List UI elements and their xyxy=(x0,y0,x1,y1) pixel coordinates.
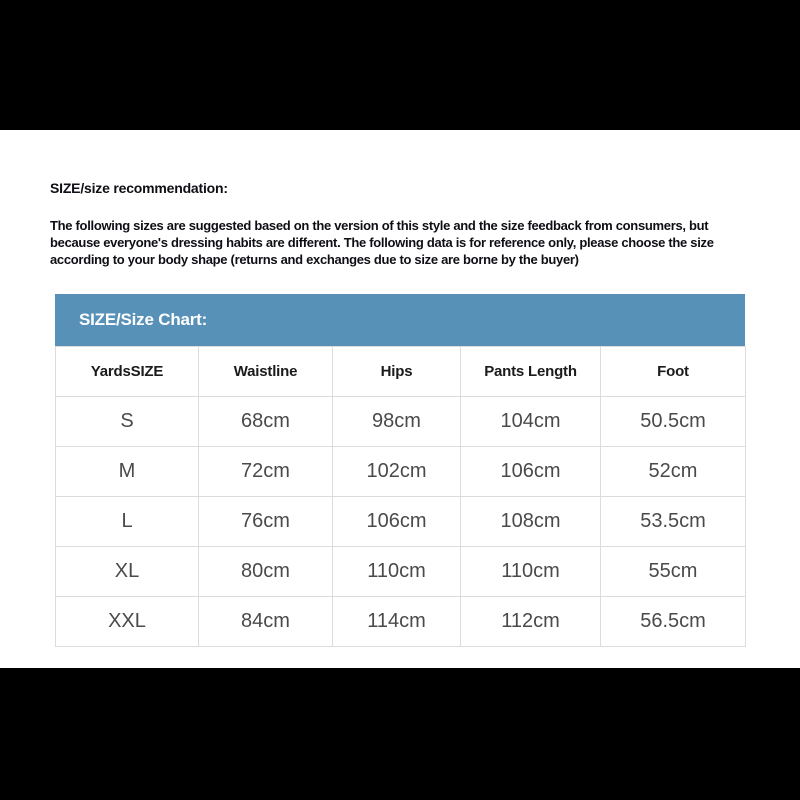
cell-pants-length: 104cm xyxy=(461,397,601,447)
cell-foot: 52cm xyxy=(601,447,746,497)
cell-pants-length: 110cm xyxy=(461,547,601,597)
cell-hips: 98cm xyxy=(333,397,461,447)
table-row-m xyxy=(56,447,746,497)
size-chart-title: SIZE/Size Chart: xyxy=(79,310,208,329)
column-header-size: YardsSIZE xyxy=(56,347,199,397)
size-chart-title-bar xyxy=(55,294,745,346)
cell-foot: 53.5cm xyxy=(601,497,746,547)
bottom-letterbox-bar xyxy=(0,668,800,800)
cell-size: XXL xyxy=(56,597,199,647)
cell-hips: 114cm xyxy=(333,597,461,647)
cell-waistline: 72cm xyxy=(199,447,333,497)
top-letterbox-bar xyxy=(0,0,800,130)
cell-hips: 102cm xyxy=(333,447,461,497)
cell-size: M xyxy=(56,447,199,497)
size-recommendation-text: The following sizes are suggested based on the version of this style and the size feedback from consumers, but because everyone's dressing habits are different. The following data is for reference only, please choose the size according to your body shape (returns and exchanges due to size are borne by the buyer) xyxy=(50,218,714,267)
cell-pants-length: 112cm xyxy=(461,597,601,647)
cell-size: L xyxy=(56,497,199,547)
size-chart xyxy=(55,294,745,647)
table-row-s xyxy=(56,397,746,447)
cell-waistline: 68cm xyxy=(199,397,333,447)
cell-pants-length: 106cm xyxy=(461,447,601,497)
size-chart-table xyxy=(55,346,746,647)
cell-waistline: 80cm xyxy=(199,547,333,597)
table-row-xl xyxy=(56,547,746,597)
column-header-foot: Foot xyxy=(601,347,746,397)
cell-hips: 110cm xyxy=(333,547,461,597)
size-recommendation-heading: SIZE/size recommendation: xyxy=(50,180,228,196)
cell-hips: 106cm xyxy=(333,497,461,547)
cell-size: S xyxy=(56,397,199,447)
cell-waistline: 76cm xyxy=(199,497,333,547)
cell-size: XL xyxy=(56,547,199,597)
cell-foot: 56.5cm xyxy=(601,597,746,647)
cell-pants-length: 108cm xyxy=(461,497,601,547)
column-header-pants-length: Pants Length xyxy=(461,347,601,397)
size-info-panel xyxy=(0,130,800,668)
cell-foot: 55cm xyxy=(601,547,746,597)
cell-foot: 50.5cm xyxy=(601,397,746,447)
cell-waistline: 84cm xyxy=(199,597,333,647)
table-row-xxl xyxy=(56,597,746,647)
table-header-row xyxy=(56,347,746,397)
column-header-hips: Hips xyxy=(333,347,461,397)
column-header-waistline: Waistline xyxy=(199,347,333,397)
table-row-l xyxy=(56,497,746,547)
